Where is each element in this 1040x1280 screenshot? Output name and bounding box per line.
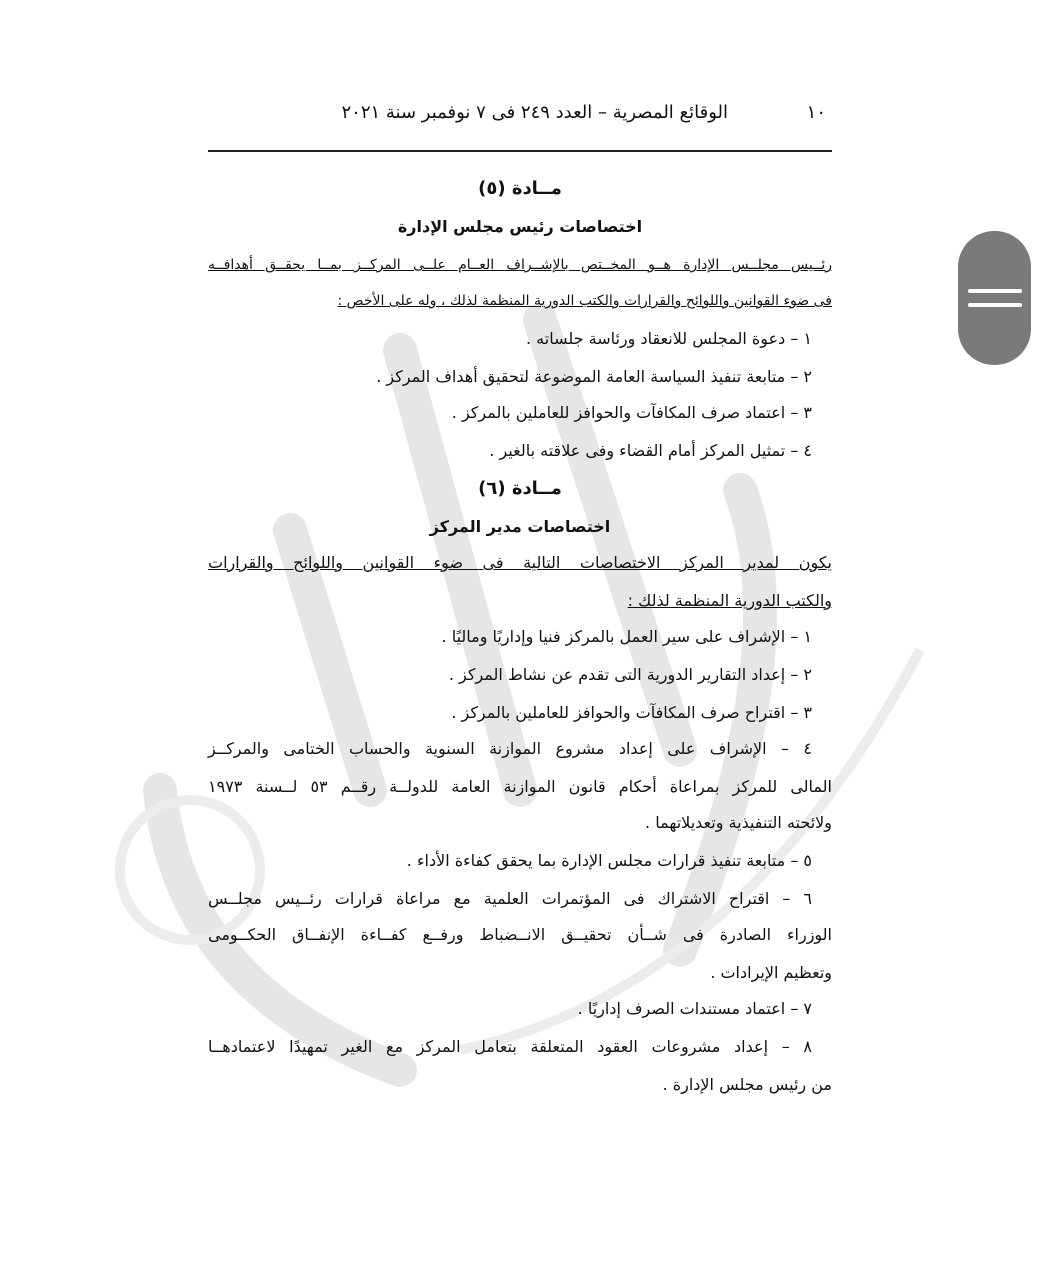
article-6-item7: ٧ – اعتماد مستندات الصرف إداريًا . xyxy=(577,999,812,1018)
article-6-item6-line1: ٦ – اقتراح الاشتراك فى المؤتمرات العلمية مع مراعاة قرارات رئــيس مجلــس xyxy=(208,889,812,908)
menu-button[interactable] xyxy=(958,231,1031,365)
hamburger-icon xyxy=(968,289,1022,293)
article-6-item6-line2: الوزراء الصادرة فى شــأن تحقيــق الانــضباط ورفــع كفــاءة الإنفــاق الحكــومى xyxy=(208,925,832,944)
article-6-item: ١ – الإشراف على سير العمل بالمركز فنيا وإداريًا وماليًا . xyxy=(441,627,812,646)
article-5-subheading: اختصاصات رئيس مجلس الإدارة xyxy=(397,217,643,236)
article-5-intro-line2: فى ضوء القوانين واللوائح والقرارات والكتب الدورية المنظمة لذلك ، وله على الأخص : xyxy=(337,293,832,309)
article-6-item4-line3: ولائحته التنفيذية وتعديلاتهما . xyxy=(645,813,832,832)
article-6-subheading: اختصاصات مدير المركز xyxy=(429,517,611,536)
article-5-item: ٢ – متابعة تنفيذ السياسة العامة الموضوعة لتحقيق أهداف المركز . xyxy=(376,367,812,386)
article-6-item5: ٥ – متابعة تنفيذ قرارات مجلس الإدارة بما يحقق كفاءة الأداء . xyxy=(406,851,812,870)
article-6-item4-line2: المالى للمركز بمراعاة أحكام قانون الموازنة العامة للدولــة رقــم ٥٣ لــسنة ١٩٧٣ xyxy=(208,777,832,796)
article-6-intro-line1: يكون لمدير المركز الاختصاصات التالية فى ضوء القوانين واللوائح والقرارات xyxy=(208,553,832,572)
article-5-item: ١ – دعوة المجلس للانعقاد ورئاسة جلساته . xyxy=(525,329,812,348)
article-6-item4-line1: ٤ – الإشراف على إعداد مشروع الموازنة السنوية والحساب الختامى والمركــز xyxy=(208,739,812,758)
article-6-item8-line1: ٨ – إعداد مشروعات العقود المتعلقة بتعامل المركز مع الغير تمهيدًا لاعتمادهــا xyxy=(208,1037,812,1056)
header-title: الوقائع المصرية – العدد ٢٤٩ فى ٧ نوفمبر سنة ٢٠٢١ xyxy=(341,101,728,123)
article-6-item: ٣ – اقتراح صرف المكافآت والحوافز للعاملين بالمركز . xyxy=(451,703,812,722)
article-5-item: ٤ – تمثيل المركز أمام القضاء وفى علاقته بالغير . xyxy=(489,441,812,460)
page-number: ١٠ xyxy=(806,101,826,123)
document-page xyxy=(208,0,832,1280)
article-5-item: ٣ – اعتماد صرف المكافآت والحوافز للعاملين بالمركز . xyxy=(451,403,812,422)
article-5-heading: مــادة (٥) xyxy=(478,178,562,199)
article-6-item8-line2: من رئيس مجلس الإدارة . xyxy=(662,1075,832,1094)
article-6-item: ٢ – إعداد التقارير الدورية التى تقدم عن نشاط المركز . xyxy=(448,665,812,684)
article-6-item6-line3: وتعظيم الإيرادات . xyxy=(710,963,832,982)
hamburger-icon xyxy=(968,303,1022,307)
article-6-intro-line2: والكتب الدورية المنظمة لذلك : xyxy=(627,591,832,610)
header-rule xyxy=(208,150,832,152)
article-6-heading: مــادة (٦) xyxy=(478,478,562,499)
article-5-intro-line1: رئــيس مجلــس الإدارة هــو المخــتص بالإشــراف العــام علــى المركــز بمــا يحقــق أهدافــه xyxy=(208,257,832,273)
